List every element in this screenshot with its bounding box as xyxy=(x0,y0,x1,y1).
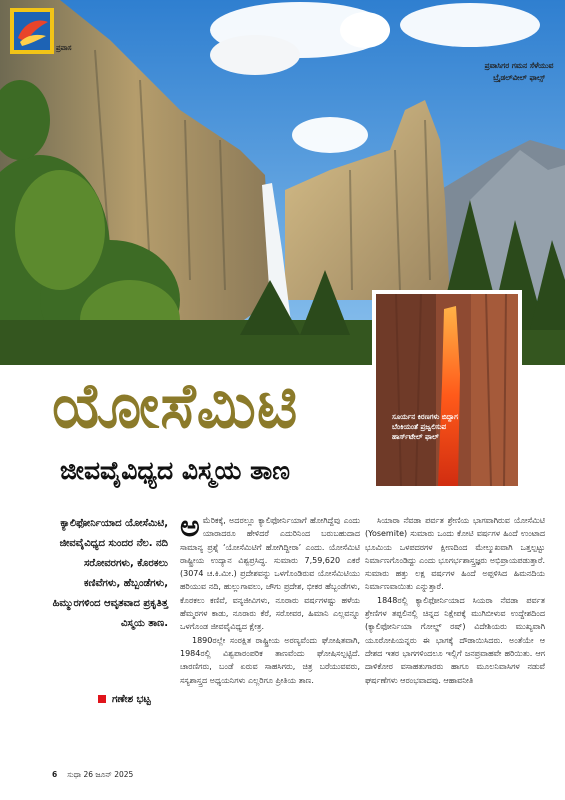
paragraph: 1848ರಲ್ಲಿ ಕ್ಯಾಲಿಫೋರ್ನಿಯಾದ ಸಿಯರಾ ನೆವಡಾ ಪರ್ವತ ಶ್ರೇಣಿಗಳ ತಪ್ಪಲಿನಲ್ಲಿ ಚಿನ್ನದ ನಿಕ್ಷೇಪಕ್ಕೆ ಮುಗಿಬೀಳುವ ಉದ್ದೇಶದಿಂದ (ಕ್ಯಾಲಿಫೋರ್ನಿಯಾ ಗೋಲ್ಡ್ ರಷ್) ವಿದೇಶಿಯರು ಮುಖ್ಯವಾಗಿ ಯೂರೋಪಿಯನ್ನರು ಈ ಭಾಗಕ್ಕೆ ದೌಡಾಯಿಸಿದರು. ಅಂತೆಯೇ ಆ ದೇಶದ ಇತರ ಭಾಗಗಳಿಂದಲೂ ಇಲ್ಲಿಗೆ ಜನಪ್ರವಾಹವೇ ಹರಿಯಿತು. ಆಗ ದಾಳಿಕೋರ ವಸಾಹತುಗಾರರು ಹಾಗೂ ಮೂಲನಿವಾಸಿಗಳ ನಡುವೆ ಘರ್ಷಣೆಗಳು ಆರಂಭವಾದವು. ಆಹಾವನೀತಿ xyxy=(365,595,545,685)
horsetail-fall-illustration xyxy=(376,294,518,486)
article-column-1 xyxy=(180,509,360,687)
inset-photo xyxy=(372,290,522,490)
paragraph: 1890ರಲ್ಲೇ ಸಂರಕ್ಷಿತ ರಾಷ್ಟ್ರೀಯ ಅರಣ್ಯವೆಂದು ಘೋಷಿತವಾಗಿ, 1984ರಲ್ಲಿ ವಿಶ್ವಪಾರಂಪರಿಕ ತಾಣವೆಂದು ಘೋಷಿಸಲ್ಪಟ್ಟಿದೆ. ಚಾರಣಿಗರು, ಬಂಡೆ ಏರುವ ಸಾಹಸಿಗರು, ಚಿತ್ರ ಬರೆಯುವವರು, ಸಸ್ಯಶಾಸ್ತ್ರದ ಅಧ್ಯಯನಿಗಳು ಎಲ್ಲರಿಗೂ ಪ್ರೀತಿಯ ತಾಣ. xyxy=(180,635,360,685)
page-footer xyxy=(52,770,133,780)
article-column-2 xyxy=(365,514,545,687)
issue-info: ಸುಧಾ 26 ಜೂನ್ 2025 xyxy=(67,770,134,779)
section-tag: ಪ್ರವಾಸ xyxy=(56,44,72,52)
article-subtitle: ಜೀವವೈವಿಧ್ಯದ ವಿಸ್ಮಯ ತಾಣ xyxy=(60,456,290,485)
paragraph: ಸಿಯಾರಾ ನೆವಡಾ ಪರ್ವತ ಶ್ರೇಣಿಯ ಭಾಗವಾಗಿರುವ ಯೋಸೆಮಿಟಿ (Yosemite) ಸುಮಾರು ಒಂದು ಕೋಟಿ ವರ್ಷಗಳ ಹಿಂದೆ ಉಂಟಾದ ಭೂಮಿಯ ಒಳಪದರಗಳ ಕ್ಷೀಣದಿಂದ ಮೇಲ್ಮುಖವಾಗಿ ಒತ್ತಲ್ಪಟ್ಟು ನಿರ್ಮಾಣಗೊಂಡಿದ್ದು ಎಂದು ಭೂಗರ್ಭಶಾಸ್ತ್ರಜ್ಞರು ಅಭಿಪ್ರಾಯಪಡುತ್ತಾರೆ. ಸುಮಾರು ಹತ್ತು ಲಕ್ಷ ವರ್ಷಗಳ ಹಿಂದೆ ಅಪ್ಪಳಿಸಿದ ಹಿಮನದಿಯ ನಿರ್ಮಾಣವಾಯಿತು ಎನ್ನುತ್ತಾರೆ. xyxy=(365,516,545,592)
drop-cap: ಅ xyxy=(180,509,200,544)
photo-caption: ಪ್ರವಾಸಿಗರ ಗಮನ ಸೆಳೆಯುವ ಬ್ರೈಡಲ್‌ವೀಲ್ ಫಾಲ್ಸ್ xyxy=(484,61,554,82)
author-name: ಗಣೇಶ ಭಟ್ಟ xyxy=(112,694,151,705)
magazine-section-logo xyxy=(10,8,54,54)
article-title: ಯೋಸೆಮಿಟಿ xyxy=(52,369,299,442)
author-byline xyxy=(98,694,151,705)
article-intro: ಕ್ಯಾಲಿಫೋರ್ನಿಯಾದ ಯೋಸೆಮಿಟಿ, ಜೀವವೈವಿಧ್ಯದ ಸುಂದರ ನೆಲ. ನದಿ ಸರೋವರಗಳು, ಕೊರಕಲು ಕಣಿವೆಗಳು, ಹೆಬ್ಬಂಡೆಗಳು, ಹಿಮ್ಮುರಗಳಿಂದ ಆವೃತವಾದ ಪ್ರಕೃತಿತ್ತ ವಿಸ್ಮಯ ತಾಣ. xyxy=(52,518,168,629)
page-number: 6 xyxy=(52,770,58,779)
byline-marker xyxy=(98,695,106,703)
paragraph: ಮೆರಿಕಕ್ಕೆ, ಅದರಲ್ಲೂ ಕ್ಯಾಲಿಫೋರ್ನಿಯಾಗೆ ಹೋಗಿದ್ದೆವು ಎಂದು ಯಾರಾದರೂ ಹೇಳಿದರೆ ಎದುರಿನಿಂದ ಬರುಬಹುದಾದ ಸಾಮಾನ್ಯ ಪ್ರಶ್ನೆ ‘ಯೋಸೆಮಿಟಿಗೆ ಹೋಗಿದ್ದೀರಾ’ ಎಂದು. ಯೋಸೆಮಿಟಿ ರಾಷ್ಟ್ರೀಯ ಉದ್ಯಾನ ವಿಶ್ವಪ್ರಸಿದ್ಧ. ಸುಮಾರು 7,59,620 ಎಕರೆ (3074 ಚ.ಕಿ.ಮೀ.) ಪ್ರದೇಶವನ್ನು ಒಳಗೊಂಡಿರುವ ಯೋಸೆಮಿಟಿಯು ಹರಿಯುವ ನದಿ, ಹುಲ್ಲುಗಾವಲು, ಜೌಗು ಪ್ರದೇಶ, ಭೀಕರ ಹೆಬ್ಬಂಡೆಗಳು, ಕೊರಕಲು ಕಣಿವೆ, ವನ್ಯಜೀವಿಗಳು, ನೂರಾರು ವರ್ಷಗಳಷ್ಟು ಹಳೆಯ ಹೆಮ್ಮರಗಳ ಕಾಡು, ನೂರಾರು ಕೆರೆ, ಸರೋವರ, ಹಿಮಾನಿ ಎಲ್ಲವನ್ನೂ ಒಳಗೊಂಡ ಜೀವವೈವಿಧ್ಯದ ಕ್ಷೇತ್ರ. xyxy=(180,516,360,632)
inset-caption: ಸೂರ್ಯನ ಕಿರಣಗಳು ಬಿದ್ದಾಗ ಬೆಂಕಿಯಂತೆ ಪ್ರಜ್ವಲಿಸುವ ಹಾರ್ಸ್‌ಟೇಲ್ ಫಾಲ್ xyxy=(392,413,458,441)
